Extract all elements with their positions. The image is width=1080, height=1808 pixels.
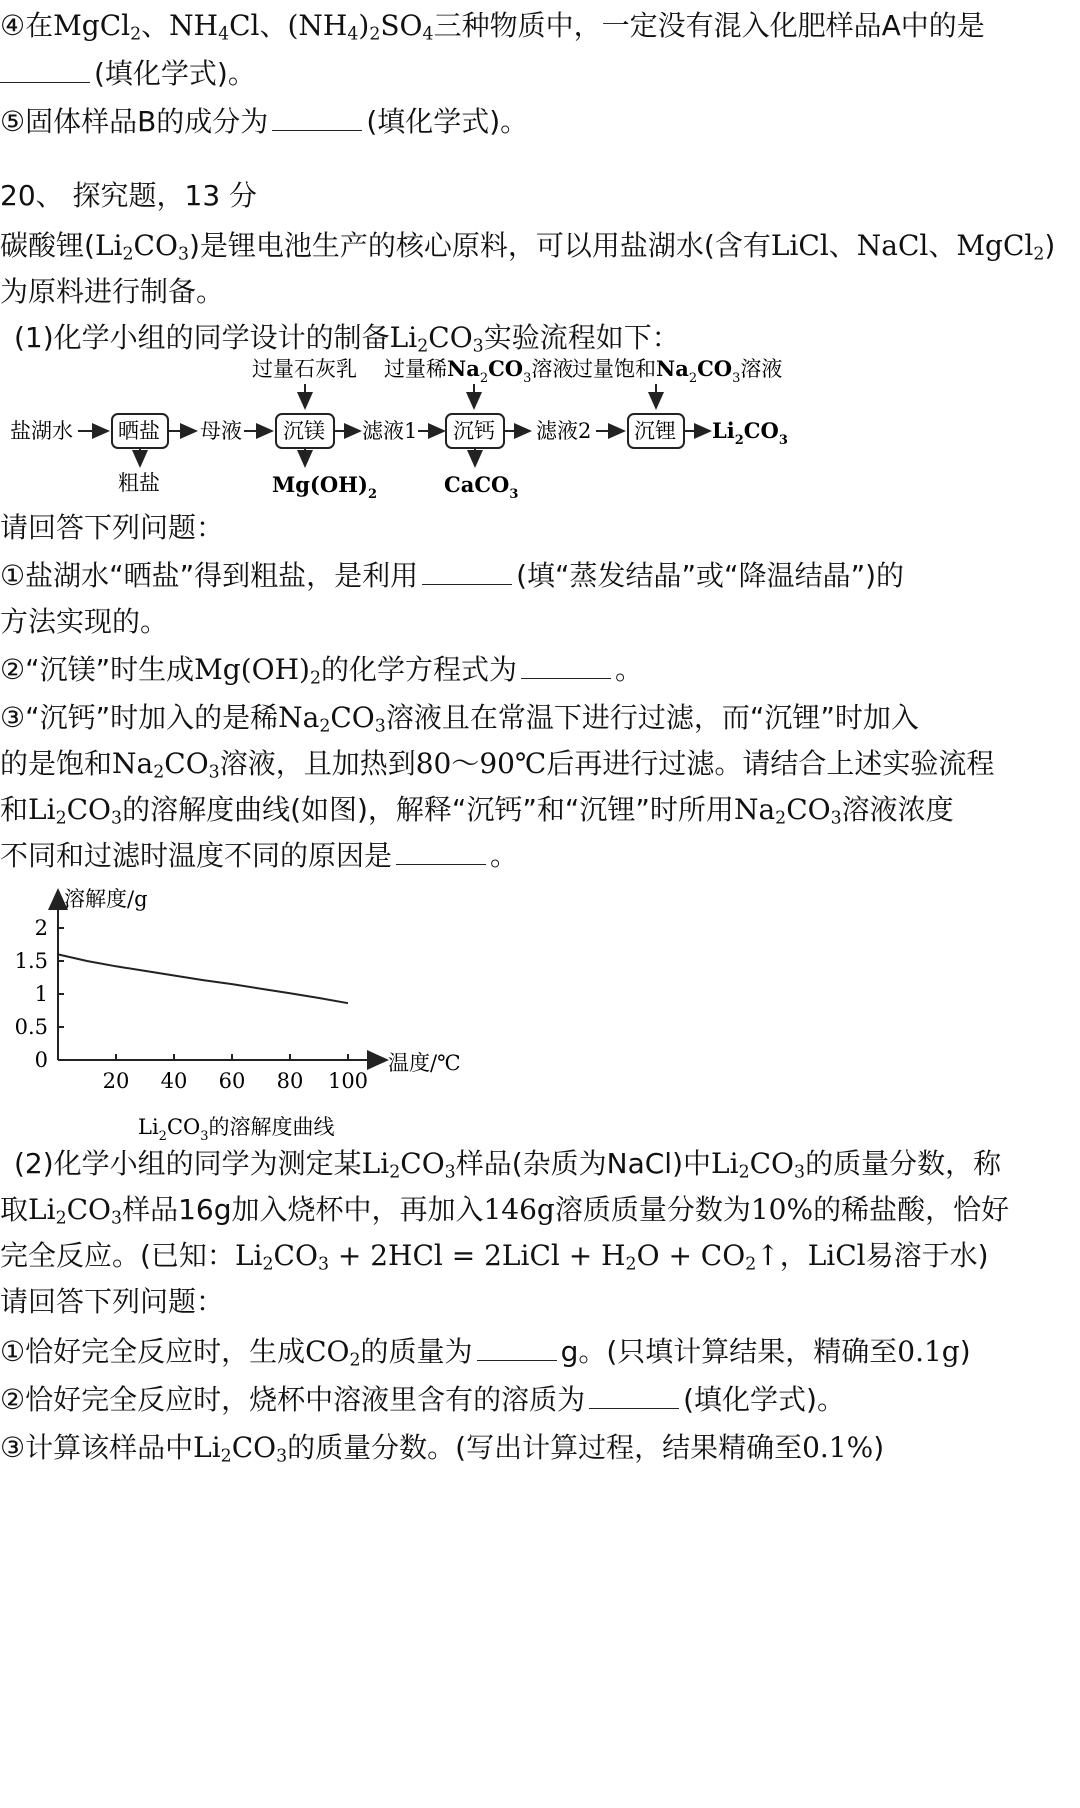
q20-part2-l1: (2)化学小组的同学为测定某$Li_2CO_3$样品(杂质为NaCl)中$Li_2CO_3$的质量分数，称 (14, 1147, 1002, 1183)
x-tick-label: 40 (160, 1069, 188, 1093)
flow-product-label: $Li_2CO_3$ (712, 418, 788, 448)
svg-text:沉镁: 沉镁 (283, 419, 325, 443)
answer-blank[interactable] (521, 652, 611, 679)
x-tick-label: 100 (327, 1069, 369, 1093)
answer-blank[interactable] (396, 838, 486, 865)
q20-ask-2: 请回答下列问题： (0, 1285, 225, 1318)
q20-part2-l3: 完全反应。(已知：$Li_2CO_3 + 2HCl$ = 2LiCl + $H_2O$ + $CO_2↑$，LiCl易溶于水) (0, 1239, 989, 1275)
solubility-chart (0, 880, 540, 1150)
flow-filtrate2-label: 滤液2 (536, 419, 592, 443)
svg-text:晒盐: 晒盐 (118, 419, 160, 443)
byproduct-caco3-label: CaCO$_3$ (444, 472, 519, 502)
answer-blank[interactable] (477, 1334, 557, 1361)
process-flow-diagram (0, 352, 900, 502)
flow-start-label: 盐湖水 (10, 419, 73, 443)
x-tick-label: 80 (276, 1069, 304, 1093)
q20-sub3-l1: ③“沉钙”时加入的是稀$Na_2CO_3$溶液且在常温下进行过滤，而“沉锂”时加入 (0, 701, 919, 737)
q20-intro-2: 为原料进行制备。 (0, 275, 225, 308)
y-tick-label: 0.5 (14, 1015, 48, 1039)
answer-blank[interactable] (272, 104, 362, 131)
q19-line4: ④在MgCl$_2$、$NH_4Cl$、$(NH_4)_2SO_4$三种物质中，一定没有混入化肥样品A中的是 (0, 9, 985, 45)
y-tick-label: 0 (34, 1048, 48, 1072)
y-tick-label: 2 (34, 916, 48, 940)
chart-ticks (15, 916, 368, 1093)
q20-sub3-l2: 的是饱和$Na_2CO_3$溶液，且加热到80～90℃后再进行过滤。请结合上述实验流程 (0, 747, 995, 783)
byproduct-crude-salt-label: 粗盐 (118, 471, 160, 495)
reagent-dilute-na2co3-label: 过量稀$Na_2CO_3$溶液 (384, 356, 574, 386)
q19-line5: ⑤固体样品B的成分为 (填化学式)。 (0, 105, 529, 138)
reagent-lime-label: 过量石灰乳 (252, 357, 357, 381)
q20-sub3-l3: 和$Li_2CO_3$的溶解度曲线(如图)，解释“沉钙”和“沉锂”时所用$Na_2CO_3$溶液浓度 (0, 793, 954, 829)
chart-title: $Li_2CO_3$的溶解度曲线 (138, 1115, 335, 1144)
answer-blank[interactable] (422, 558, 512, 585)
answer-blank[interactable] (589, 1382, 679, 1409)
x-tick-label: 20 (102, 1069, 130, 1093)
svg-text:沉钙: 沉钙 (453, 419, 495, 443)
answer-blank[interactable] (0, 56, 90, 83)
q20-part1: (1)化学小组的同学设计的制备$Li_2CO_3$实验流程如下： (14, 321, 680, 357)
q20-part2-sub1: ①恰好完全反应时，生成$CO_2$的质量为 g。(只填计算结果，精确至0.1g) (0, 1335, 971, 1371)
flow-filtrate1-label: 滤液1 (362, 419, 418, 443)
q20-sub2: ②“沉镁”时生成$Mg(OH)_2$的化学方程式为 。 (0, 653, 644, 689)
x-tick-label: 60 (218, 1069, 246, 1093)
chart-series (58, 954, 348, 1003)
svg-text:沉锂: 沉锂 (634, 419, 676, 443)
chart-axes (58, 892, 385, 1060)
byproduct-mgoh2-label: $Mg(OH)_2$ (272, 472, 377, 502)
q20-part2-sub3: ③计算该样品中$Li_2CO_3$的质量分数。(写出计算过程，结果精确至0.1%) (0, 1431, 885, 1467)
q20-part2-l2: 取$Li_2CO_3$样品16g加入烧杯中，再加入146g溶质质量分数为10%的稀盐酸，恰好 (0, 1193, 1010, 1229)
q20-sub1: ①盐湖水“晒盐”得到粗盐，是利用 (填“蒸发结晶”或“降温结晶”)的 (0, 559, 904, 592)
q20-intro-1: 碳酸锂$(Li_2CO_3)$是锂电池生产的核心原料，可以用盐湖水(含有LiCl、NaCl、MgCl$_2$) (0, 229, 1056, 265)
reagent-saturated-na2co3-label: 过量饱和$Na_2CO_3$溶液 (572, 356, 783, 386)
q20-ask-1: 请回答下列问题： (0, 511, 225, 544)
series-line-li2co3 (58, 954, 348, 1003)
q20-part2-sub2: ②恰好完全反应时，烧杯中溶液里含有的溶质为 (填化学式)。 (0, 1383, 845, 1416)
q20-sub1-cont: 方法实现的。 (0, 605, 169, 638)
q19-line4-cont: (填化学式)。 (0, 54, 256, 94)
x-axis-label: 温度/℃ (388, 1051, 461, 1075)
y-tick-label: 1 (34, 982, 48, 1006)
flow-mother-liquor-label: 母液 (200, 419, 242, 443)
y-tick-label: 1.5 (14, 949, 48, 973)
q20-sub3-l4: 不同和过滤时温度不同的原因是 。 (0, 839, 519, 872)
q20-header: 20、 探究题，13 分 (0, 179, 258, 212)
y-axis-label: 溶解度/g (64, 887, 148, 911)
